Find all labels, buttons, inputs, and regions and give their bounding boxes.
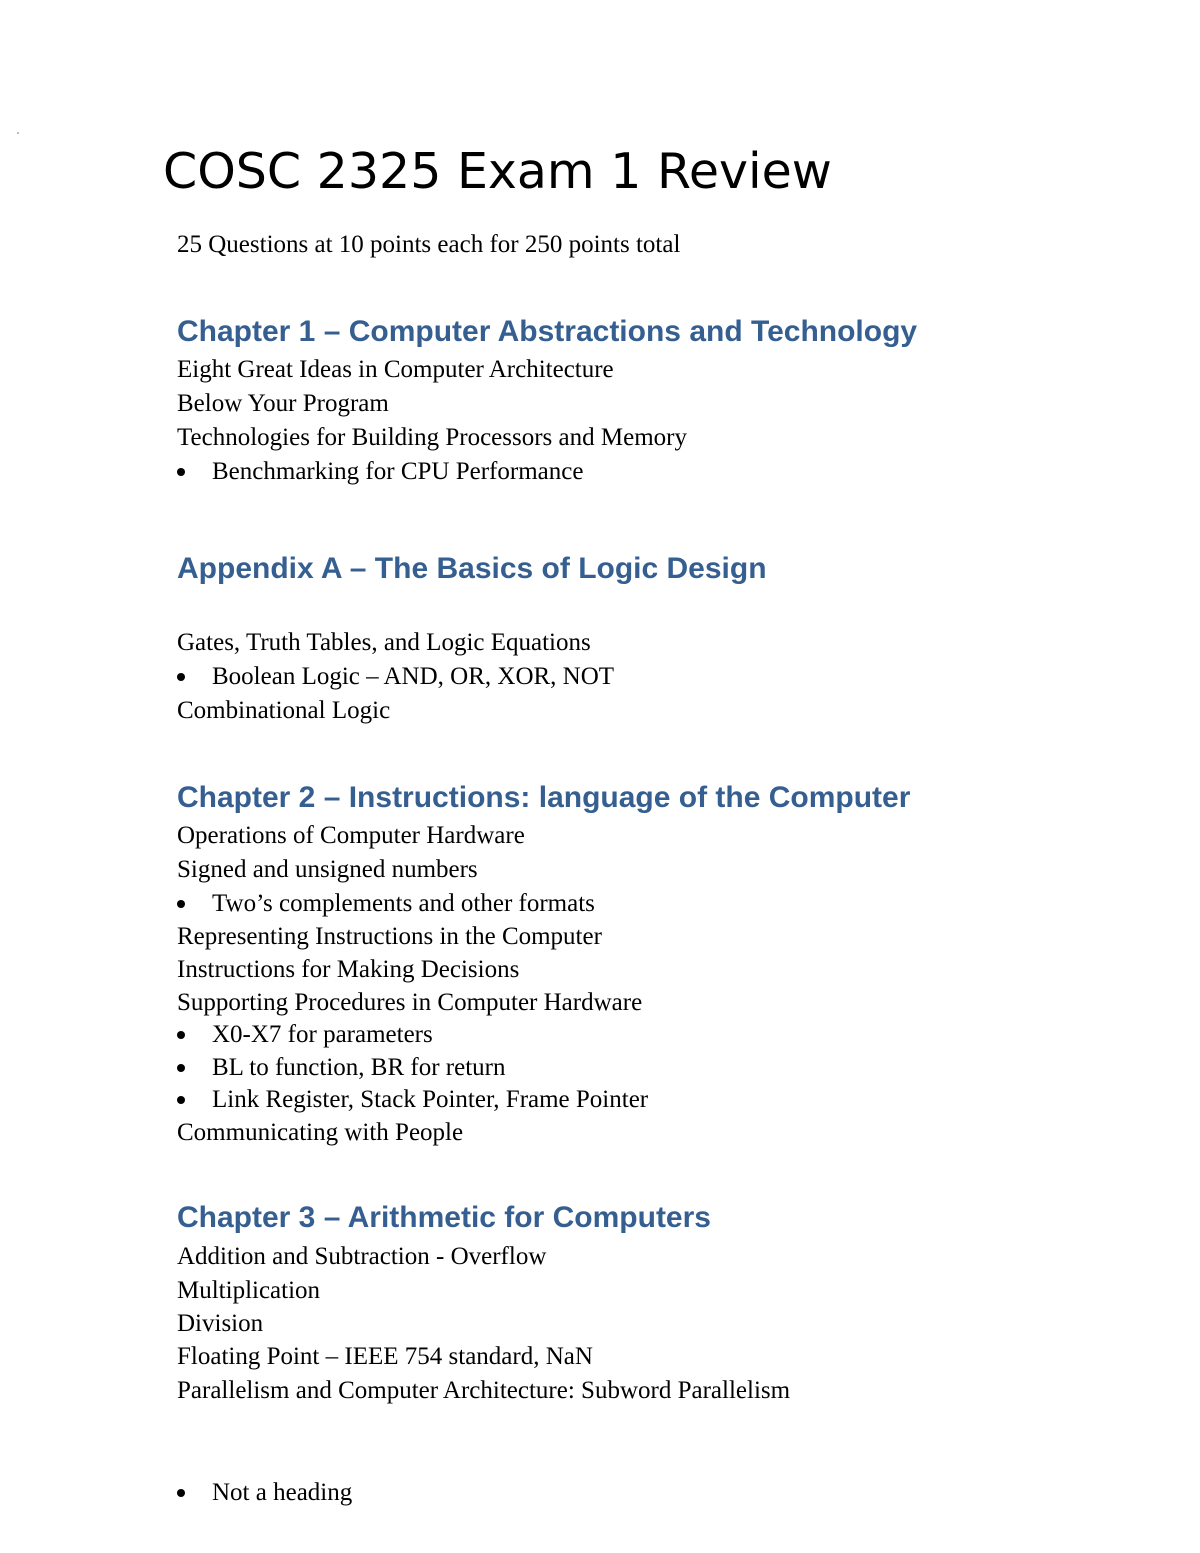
document-subtitle: 25 Questions at 10 points each for 250 points total (177, 231, 681, 258)
list-item: Parallelism and Computer Architecture: Subword Parallelism (177, 1377, 791, 1404)
section-heading-chapter-2: Chapter 2 – Instructions: language of the Computer (177, 781, 911, 814)
section-heading-chapter-1: Chapter 1 – Computer Abstractions and Technology (177, 315, 918, 348)
bullet-item-label: Not a heading (212, 1479, 353, 1506)
bullet-item-label: BL to function, BR for return (212, 1054, 506, 1081)
bullet-item-label: Boolean Logic – AND, OR, XOR, NOT (212, 663, 615, 690)
bullet-icon (177, 900, 185, 908)
list-item: Representing Instructions in the Computer (177, 923, 602, 950)
list-item: Communicating with People (177, 1119, 464, 1146)
list-item: Addition and Subtraction - Overflow (177, 1243, 547, 1270)
list-item: Signed and unsigned numbers (177, 856, 478, 883)
bullet-icon (177, 1031, 185, 1039)
list-item: Eight Great Ideas in Computer Architecture (177, 356, 614, 383)
list-item: Gates, Truth Tables, and Logic Equations (177, 629, 591, 656)
bullet-icon (177, 673, 185, 681)
bullet-item-label: X0-X7 for parameters (212, 1021, 433, 1048)
list-item: Operations of Computer Hardware (177, 822, 525, 849)
list-item: Below Your Program (177, 390, 389, 417)
page-speck (17, 132, 19, 134)
bullet-icon (177, 1489, 185, 1497)
list-item: Combinational Logic (177, 697, 391, 724)
list-item: Floating Point – IEEE 754 standard, NaN (177, 1343, 593, 1370)
list-item: Supporting Procedures in Computer Hardware (177, 989, 643, 1016)
bullet-icon (177, 1096, 185, 1104)
bullet-item-label: Two’s complements and other formats (212, 890, 595, 917)
bullet-item-label: Link Register, Stack Pointer, Frame Pointer (212, 1086, 649, 1113)
list-item: Division (177, 1310, 264, 1337)
bullet-item-label: Benchmarking for CPU Performance (212, 458, 584, 485)
bullet-icon (177, 1064, 185, 1072)
list-item: Technologies for Building Processors and Memory (177, 424, 687, 451)
bullet-icon (177, 468, 185, 476)
list-item: Multiplication (177, 1277, 321, 1304)
list-item: Instructions for Making Decisions (177, 956, 520, 983)
section-heading-appendix-a: Appendix A – The Basics of Logic Design (177, 552, 767, 585)
document-title: COSC 2325 Exam 1 Review (163, 143, 832, 200)
section-heading-chapter-3: Chapter 3 – Arithmetic for Computers (177, 1201, 711, 1234)
